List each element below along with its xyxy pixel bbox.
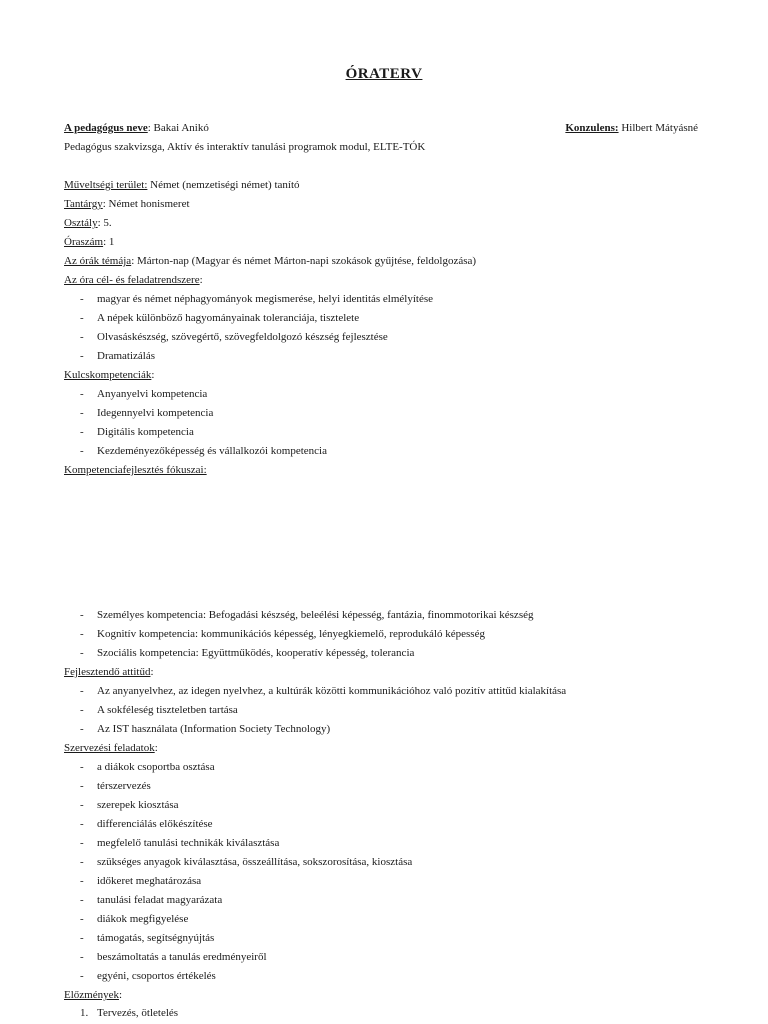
bullet-dash: -: [80, 350, 84, 362]
list-item-text: Olvasáskészség, szövegértő, szövegfeldolgozó készség fejlesztése: [97, 331, 388, 343]
list-item-text: Személyes kompetencia: Befogadási készség, beleélési képesség, fantázia, finommotorikai készség: [97, 609, 534, 621]
list-item-text: A népek különböző hagyományainak toleranciája, tisztelete: [97, 312, 360, 324]
section-label: Szervezési feladatok: [64, 742, 155, 754]
list-item-text: Az anyanyelvhez, az idegen nyelvhez, a kultúrák közötti kommunikációhoz való pozitív attitűd kialakítása: [97, 685, 567, 697]
list-item-text: Anyanyelvi kompetencia: [97, 388, 208, 400]
list-item-text: a diákok csoportba osztása: [97, 761, 215, 773]
bullet-dash: -: [80, 312, 84, 324]
section-label: Kompetenciafejlesztés fókuszai:: [64, 464, 207, 476]
bullet-dash: -: [80, 951, 84, 963]
list-item-text: szükséges anyagok kiválasztása, összeállítása, sokszorosítása, kiosztása: [97, 856, 413, 868]
section-suffix: :: [150, 666, 154, 678]
section-attitud-heading: [64, 665, 154, 679]
document-title: ÓRATERV: [345, 66, 423, 82]
list-item-text: tanulási feladat magyarázata: [97, 894, 223, 906]
bullet-dash: -: [80, 407, 84, 419]
bullet-dash: -: [80, 388, 84, 400]
list-item-text: időkeret meghatározása: [97, 875, 202, 887]
bullet-dash: -: [80, 331, 84, 343]
section-label: Fejlesztendő attitűd: [64, 666, 151, 678]
field-label: Osztály: [64, 217, 98, 229]
bullet-dash: -: [80, 704, 84, 716]
bullet-dash: -: [80, 818, 84, 830]
section-suffix: :: [118, 989, 123, 1001]
bullet-dash: -: [80, 761, 84, 773]
field-value: : Német honismeret: [102, 198, 190, 210]
bullet-dash: -: [80, 685, 84, 697]
field-tema: [64, 254, 476, 268]
bullet-dash: -: [80, 970, 84, 982]
bullet-dash: -: [80, 913, 84, 925]
list-item-text: Digitális kompetencia: [97, 426, 194, 438]
bullet-dash: -: [80, 445, 84, 457]
bullet-dash: -: [80, 293, 84, 305]
field-label: Tantárgy: [64, 198, 103, 210]
section-suffix: :: [199, 274, 203, 286]
field-label: Óraszám: [64, 236, 104, 248]
section-fokusz-heading: [64, 463, 207, 477]
section-suffix: :: [154, 742, 158, 754]
section-label: Előzmények: [64, 989, 119, 1001]
bullet-dash: -: [80, 856, 84, 868]
section-szervezesi-heading: [64, 741, 158, 755]
list-item-text: Kognitív kompetencia: kommunikációs képesség, lényegkiemelő, reprodukáló képesség: [97, 628, 485, 640]
list-item-text: beszámoltatás a tanulás eredményeiről: [97, 951, 267, 963]
field-label: Az órák témája: [64, 255, 132, 267]
item-number: 1.: [80, 1007, 89, 1019]
list-item-text: Kezdeményezőképesség és vállalkozói kompetencia: [97, 445, 327, 457]
list-item-text: Dramatizálás: [97, 350, 156, 362]
field-value: : 1: [103, 236, 115, 248]
bullet-dash: -: [80, 875, 84, 887]
field-value: : 5.: [97, 217, 112, 229]
list-item-text: Idegennyelvi kompetencia: [97, 407, 214, 419]
list-item-text: szerepek kiosztása: [97, 799, 179, 811]
consultant-label: Konzulens:: [565, 122, 619, 134]
bullet-dash: -: [80, 932, 84, 944]
list-item-text: diákok megfigyelése: [97, 913, 189, 925]
bullet-dash: -: [80, 894, 84, 906]
list-item-text: Az IST használata (Information Society Technology): [97, 723, 331, 735]
list-item-text: támogatás, segítségnyújtás: [97, 932, 215, 944]
bullet-dash: -: [80, 837, 84, 849]
numbered-item-text: Tervezés, ötletelés: [97, 1007, 179, 1019]
consultant-line: [565, 121, 698, 135]
bullet-dash: -: [80, 647, 84, 659]
list-item-text: differenciálás előkészítése: [97, 818, 213, 830]
list-item-text: egyéni, csoportos értékelés: [97, 970, 216, 982]
field-osztaly: [64, 216, 112, 230]
field-tantargy: [64, 197, 190, 211]
bullet-dash: -: [80, 609, 84, 621]
section-label: Kulcskompetenciák: [64, 369, 152, 381]
bullet-dash: -: [80, 628, 84, 640]
bullet-dash: -: [80, 426, 84, 438]
list-item-text: Szociális kompetencia: Együttműködés, kooperatív képesség, tolerancia: [97, 647, 415, 659]
field-muveltsegi: [64, 178, 300, 192]
field-value: : Márton-nap (Magyar és német Márton-napi szokások gyűjtése, feldolgozása): [131, 255, 477, 267]
field-value: Német (nemzetiségi német) tanító: [147, 179, 300, 191]
consultant-value: Hilbert Mátyásné: [618, 122, 698, 134]
teacher-value: : Bakai Anikó: [147, 122, 209, 134]
bullet-dash: -: [80, 780, 84, 792]
list-item-text: magyar és német néphagyományok megismerése, helyi identitás elmélyítése: [97, 293, 434, 305]
section-label: Az óra cél- és feladatrendszere: [64, 274, 200, 286]
teacher-label: A pedagógus neve: [64, 122, 148, 134]
program-line: Pedagógus szakvizsga, Aktív és interaktív tanulási programok modul, ELTE-TÓK: [64, 141, 426, 153]
section-cel-heading: [64, 273, 203, 287]
field-oraszam: [64, 235, 114, 249]
section-elozmenyek-heading: [64, 988, 122, 1002]
section-suffix: :: [151, 369, 155, 381]
list-item-text: térszervezés: [97, 780, 151, 792]
list-item-text: A sokféleség tiszteletben tartása: [97, 704, 238, 716]
teacher-line: [64, 121, 209, 135]
bullet-dash: -: [80, 799, 84, 811]
list-item-text: megfelelő tanulási technikák kiválasztása: [97, 837, 280, 849]
field-label: Műveltségi terület:: [64, 179, 148, 191]
bullet-dash: -: [80, 723, 84, 735]
section-kulcs-heading: [64, 368, 154, 382]
